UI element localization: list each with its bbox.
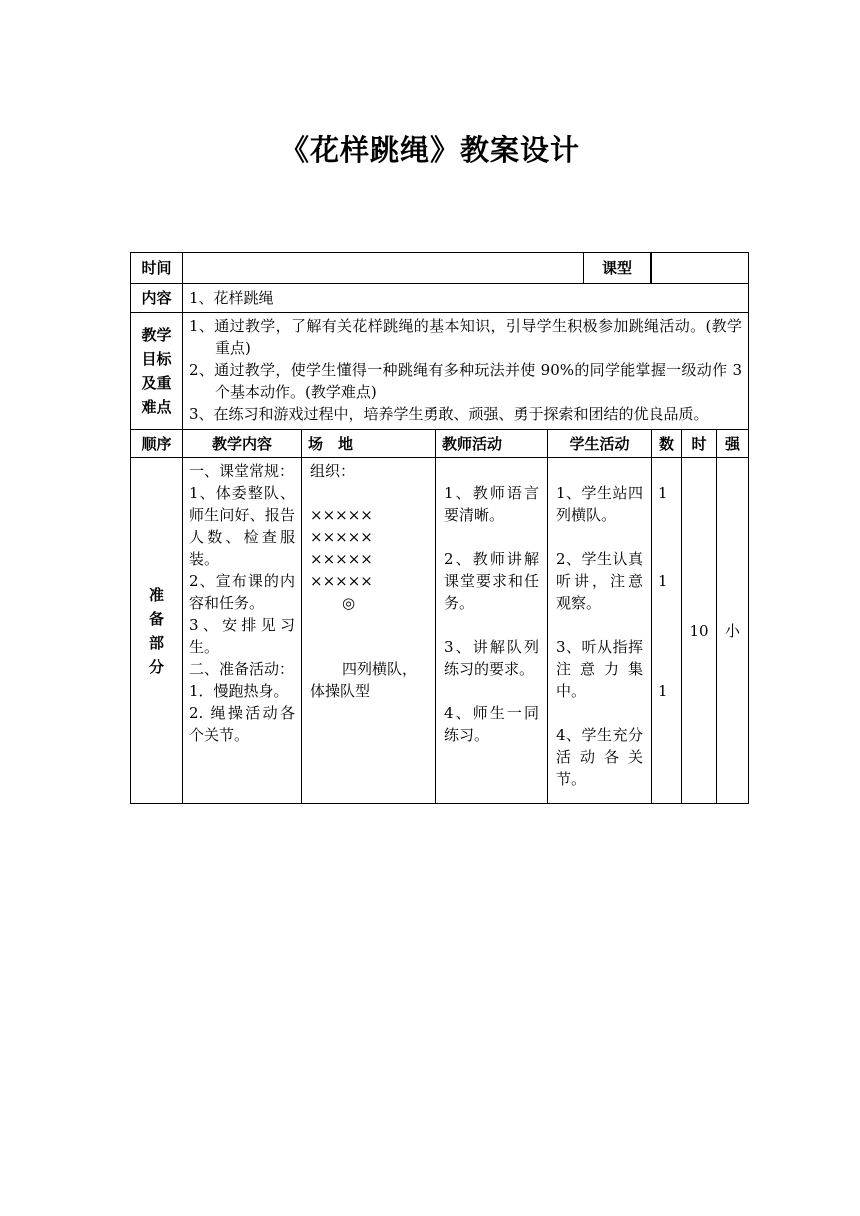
venue <box>302 458 436 804</box>
formation-caption: 四列横队，体操队型 <box>310 660 418 700</box>
teacher-activity-3: 3、讲解队列练习的要求。 <box>444 638 539 678</box>
student-activities <box>548 458 652 804</box>
counts <box>652 458 682 804</box>
row-time <box>131 253 749 284</box>
goals-label <box>131 313 183 430</box>
teaching-content-item-4: 3、安排见习生。 <box>189 616 295 656</box>
col-header-time: 时 <box>682 430 717 458</box>
venue-org-label: 组织： <box>310 462 356 480</box>
col-header-student-activity: 学生活动 <box>548 430 652 458</box>
formation-row-3: ××××× <box>310 550 373 568</box>
student-activity-4: 4、学生充分活动各关节。 <box>556 726 643 788</box>
col-header-teaching-content: 教学内容 <box>183 430 302 458</box>
col-header-order: 顺序 <box>131 430 183 458</box>
student-activity-1: 1、学生站四列横队。 <box>556 484 643 524</box>
col-header-count: 数 <box>652 430 682 458</box>
intensity-cell <box>717 458 749 804</box>
section-time: 10 <box>689 621 709 640</box>
time-value-cell <box>682 458 717 804</box>
section-order <box>131 458 183 804</box>
teaching-content-item-7: 2. 绳操活动各个关节。 <box>189 704 295 744</box>
row-goals <box>131 313 749 430</box>
goal-item-1: 1、通过教学，了解有关花样跳绳的基本知识，引导学生积极参加跳绳活动。(教学重点) <box>189 317 743 357</box>
col-header-intensity: 强 <box>717 430 749 458</box>
content-label: 内容 <box>131 284 183 313</box>
document-title: 《花样跳绳》教案设计 <box>279 133 580 167</box>
count-2: 1 <box>658 572 668 590</box>
lesson-plan-table <box>130 252 749 804</box>
teacher-activity-1: 1、教师语言要清晰。 <box>444 484 539 524</box>
section-order-text: 准备部分 <box>148 585 164 676</box>
teaching-content <box>183 458 302 804</box>
teacher-activity-2: 2、教师讲解课堂要求和任务。 <box>444 550 539 612</box>
goals-label-text: 教学目标及重难点 <box>141 326 172 416</box>
type-value <box>652 253 749 284</box>
type-label: 课型 <box>583 253 651 283</box>
goal-item-2: 2、通过教学，使学生懂得一种跳绳有多种玩法并使 90%的同学能掌握一级动作 3 个基本动作。(教学难点) <box>189 361 743 401</box>
count-1: 1 <box>658 484 668 502</box>
teaching-content-item-5: 二、准备活动： <box>189 660 295 678</box>
time-value <box>183 253 652 284</box>
formation-row-2: ××××× <box>310 528 373 546</box>
student-activity-3: 3、听从指挥注意力集中。 <box>556 638 643 700</box>
teaching-content-item-3: 2、宣布课的内容和任务。 <box>189 572 295 612</box>
time-label: 时间 <box>131 253 183 284</box>
content-value: 1、花样跳绳 <box>183 284 749 313</box>
time-value-text <box>183 253 583 283</box>
col-header-venue: 场 地 <box>302 430 436 458</box>
teaching-content-item-1: 一、课堂常规： <box>189 462 295 480</box>
goals-list <box>183 313 749 430</box>
teacher-activities <box>436 458 548 804</box>
row-column-headers <box>131 430 749 458</box>
teacher-position-mark: ◎ <box>342 594 356 612</box>
teaching-content-item-2: 1、体委整队、师生问好、报告人数、检查服装。 <box>189 484 295 568</box>
row-preparation <box>131 458 749 804</box>
formation-row-1: ××××× <box>310 506 373 524</box>
row-content <box>131 284 749 313</box>
teacher-activity-4: 4、师生一同练习。 <box>444 704 539 744</box>
formation-row-4: ××××× <box>310 572 373 590</box>
count-3: 1 <box>658 682 668 700</box>
student-activity-2: 2、学生认真听讲，注意观察。 <box>556 550 643 612</box>
goal-item-3: 3、在练习和游戏过程中，培养学生勇敢、顽强、勇于探索和团结的优良品质。 <box>189 405 709 423</box>
teaching-content-item-6: 1．慢跑热身。 <box>189 682 289 700</box>
col-header-teacher-activity: 教师活动 <box>436 430 548 458</box>
section-intensity: 小 <box>725 621 741 640</box>
